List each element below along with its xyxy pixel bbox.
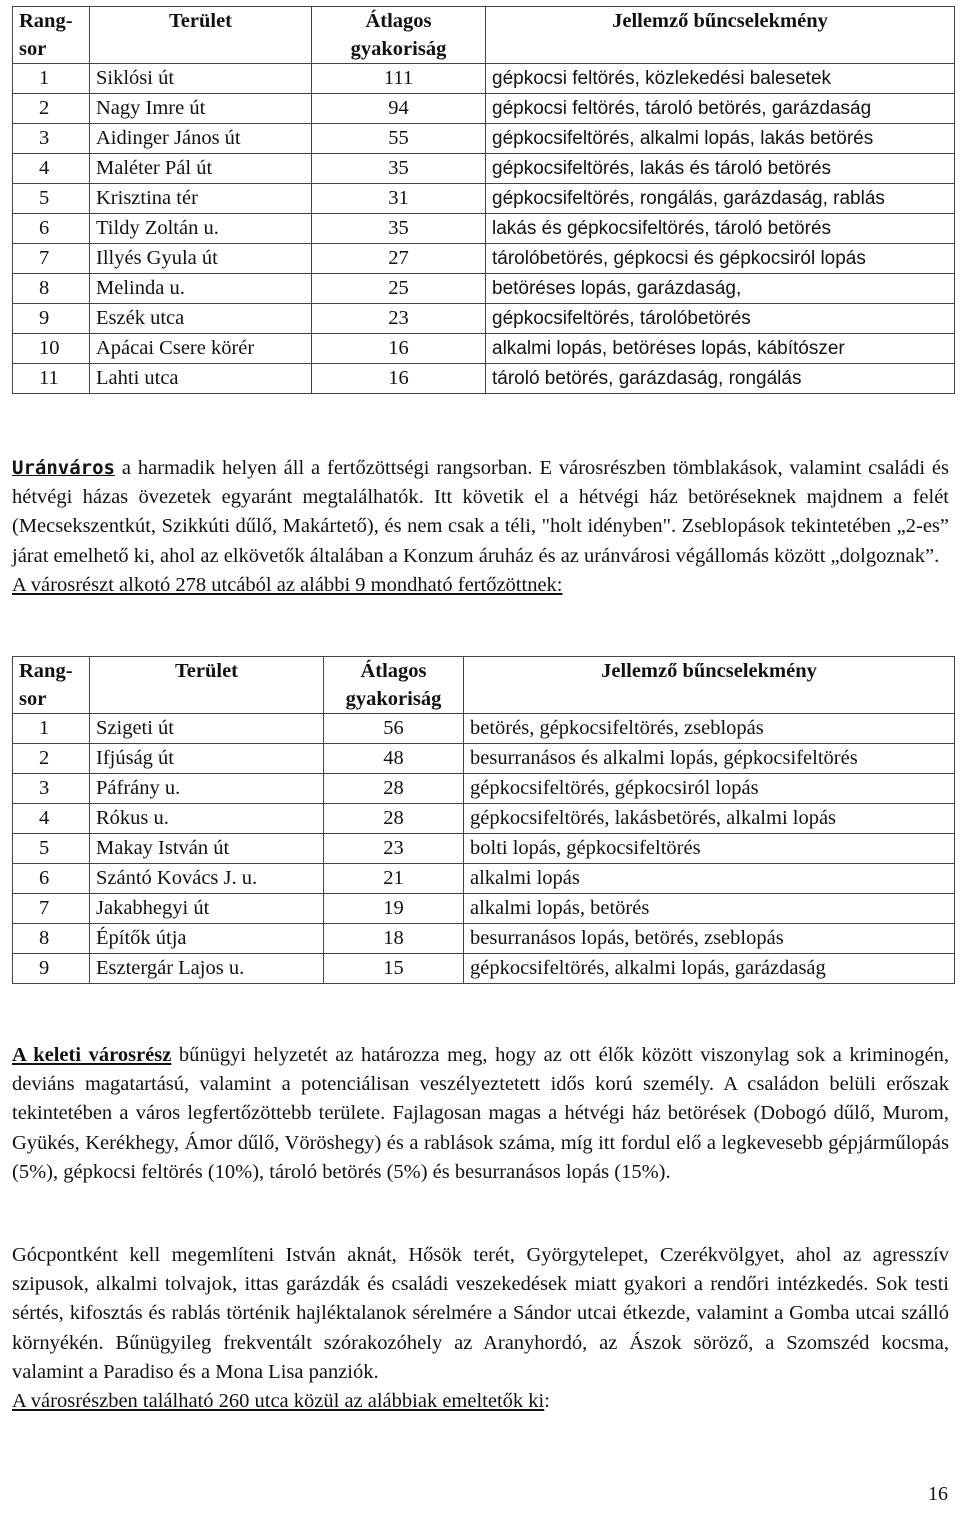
cell-freq: 111 — [312, 64, 486, 94]
cell-freq: 94 — [312, 94, 486, 124]
table-row — [13, 334, 955, 364]
cell-crime: betöréses lopás, garázdaság, — [486, 274, 955, 304]
cell-rank: 4 — [13, 154, 90, 184]
cell-area: Illyés Gyula út — [90, 244, 312, 274]
paragraph-body: a harmadik helyen áll a fertőzöttségi rangsorban. E városrészben tömblakások, valamint családi és hétvégi házas övezetek egyaránt megtalálhatók. Itt követik el a hétvégi ház betöréseknek majdnem a felét (Mecsekszentkút, Szikkúti dűlő, Makártető), és nem csak a téli, "holt idényben". Zseblopások tekintetében „2-es” járat emelhető ki, ahol az elkövetők általában a Konzum áruház és az uránvárosi végállomás között „dolgoznak”. — [12, 457, 949, 567]
cell-area: Építők útja — [90, 924, 324, 954]
table-row — [13, 244, 955, 274]
underlined-intro: A városrészben található 260 utca közül az alábbiak emeltetők ki — [12, 1390, 545, 1413]
crime-table-2 — [12, 656, 955, 984]
cell-rank: 7 — [13, 894, 90, 924]
cell-rank: 3 — [13, 124, 90, 154]
cell-freq: 35 — [312, 154, 486, 184]
header-crime: Jellemző bűncselekmény — [464, 657, 955, 714]
cell-crime: betörés, gépkocsifeltörés, zseblopás — [464, 714, 955, 744]
table-body — [13, 714, 955, 984]
table-row — [13, 834, 955, 864]
cell-crime: alkalmi lopás, betöréses lopás, kábítószer — [486, 334, 955, 364]
section-lead: A keleti városrész — [12, 1044, 172, 1066]
cell-crime: gépkocsifeltörés, gépkocsiról lopás — [464, 774, 955, 804]
cell-area: Maléter Pál út — [90, 154, 312, 184]
cell-rank: 4 — [13, 804, 90, 834]
table-row — [13, 894, 955, 924]
cell-rank: 6 — [13, 864, 90, 894]
cell-crime: gépkocsifeltörés, alkalmi lopás, lakás betörés — [486, 124, 955, 154]
cell-area: Ifjúság út — [90, 744, 324, 774]
paragraph-uranvaros — [12, 454, 949, 600]
cell-freq: 23 — [312, 304, 486, 334]
paragraph-body: bűnügyi helyzetét az határozza meg, hogy az ott élők között viszonylag sok a kriminogén, deviáns magatartású, valamint a potenciálisan veszélyeztetett idős korú személy. A családon belüli erőszak tekintetében a város legfertőzöttebb területe. Fajlagosan magas a hétvégi ház betörések (Dobogó dűlő, Murom, Gyükés, Kerékhegy, Ámor dűlő, Vöröshegy) és a rablások száma, míg itt fordul elő a legkevesebb gépjárműlopás (5%), gépkocsi feltörés (10%), tároló betörés (5%) és besurranásos lopás (15%). — [12, 1044, 949, 1183]
cell-area: Siklósi út — [90, 64, 312, 94]
cell-rank: 8 — [13, 924, 90, 954]
table-row — [13, 924, 955, 954]
table-row — [13, 774, 955, 804]
cell-crime: besurranásos és alkalmi lopás, gépkocsifeltörés — [464, 744, 955, 774]
cell-freq: 48 — [324, 744, 464, 774]
cell-freq: 16 — [312, 364, 486, 394]
underlined-intro: A városrészt alkotó 278 utcából az alábbi 9 mondható fertőzöttnek: — [12, 573, 563, 596]
table-row — [13, 124, 955, 154]
cell-rank: 10 — [13, 334, 90, 364]
page-number: 16 — [928, 1483, 948, 1505]
header-freq: Átlagos gyakoriság — [324, 657, 464, 714]
cell-crime: gépkocsifeltörés, rongálás, garázdaság, rablás — [486, 184, 955, 214]
table-row — [13, 954, 955, 984]
cell-freq: 21 — [324, 864, 464, 894]
table-row — [13, 64, 955, 94]
cell-crime: gépkocsi feltörés, tároló betörés, garázdaság — [486, 94, 955, 124]
paragraph-text — [12, 454, 949, 571]
cell-crime: lakás és gépkocsifeltörés, tároló betörés — [486, 214, 955, 244]
header-rank: Rang- sor — [13, 7, 90, 64]
cell-area: Jakabhegyi út — [90, 894, 324, 924]
cell-area: Makay István út — [90, 834, 324, 864]
cell-rank: 2 — [13, 94, 90, 124]
table-row — [13, 184, 955, 214]
cell-area: Melinda u. — [90, 274, 312, 304]
cell-area: Páfrány u. — [90, 774, 324, 804]
cell-area: Apácai Csere körér — [90, 334, 312, 364]
cell-freq: 15 — [324, 954, 464, 984]
cell-freq: 28 — [324, 804, 464, 834]
intro-colon: : — [544, 1390, 550, 1413]
cell-area: Lahti utca — [90, 364, 312, 394]
cell-crime: tárolóbetörés, gépkocsi és gépkocsiról lopás — [486, 244, 955, 274]
cell-freq: 35 — [312, 214, 486, 244]
cell-area: Eszék utca — [90, 304, 312, 334]
header-area: Terület — [90, 7, 312, 64]
table-row — [13, 364, 955, 394]
cell-rank: 1 — [13, 64, 90, 94]
paragraph-gocpontok — [12, 1241, 949, 1416]
cell-freq: 16 — [312, 334, 486, 364]
crime-table-1 — [12, 6, 955, 394]
table-row — [13, 304, 955, 334]
cell-rank: 3 — [13, 774, 90, 804]
table-row — [13, 804, 955, 834]
cell-crime: gépkocsifeltörés, lakásbetörés, alkalmi lopás — [464, 804, 955, 834]
cell-freq: 28 — [324, 774, 464, 804]
cell-area: Szigeti út — [90, 714, 324, 744]
table-row — [13, 154, 955, 184]
cell-rank: 8 — [13, 274, 90, 304]
cell-crime: gépkocsifeltörés, lakás és tároló betörés — [486, 154, 955, 184]
cell-freq: 27 — [312, 244, 486, 274]
header-freq: Átlagos gyakoriság — [312, 7, 486, 64]
table-row — [13, 274, 955, 304]
table-row — [13, 94, 955, 124]
paragraph-text — [12, 1041, 949, 1187]
cell-area: Nagy Imre út — [90, 94, 312, 124]
cell-rank: 5 — [13, 184, 90, 214]
cell-crime: tároló betörés, garázdaság, rongálás — [486, 364, 955, 394]
cell-rank: 11 — [13, 364, 90, 394]
table-header-row — [13, 657, 955, 714]
cell-freq: 56 — [324, 714, 464, 744]
cell-crime: alkalmi lopás, betörés — [464, 894, 955, 924]
cell-crime: besurranásos lopás, betörés, zseblopás — [464, 924, 955, 954]
cell-freq: 25 — [312, 274, 486, 304]
header-crime: Jellemző bűncselekmény — [486, 7, 955, 64]
paragraph-body: Gócpontként kell megemlíteni István aknát, Hősök terét, Györgytelepet, Czerékvölgyet, ahol az agresszív szipusok, alkalmi tolvajok, ittas garázdák és családi veszekedések miatt gyakori a rendőri intézkedés. Sok testi sértés, kifosztás és rablás történik hajléktalanok sérelmére a Sándor utcai étkezde, valamint a Gomba utcai szálló környékén. Bűnügyileg frekventált szórakozóhely az Aranyhordó, az Ászok söröző, a Szomszéd kocsma, valamint a Paradiso és a Mona Lisa panziók. — [12, 1244, 949, 1383]
cell-crime: bolti lopás, gépkocsifeltörés — [464, 834, 955, 864]
cell-crime: gépkocsifeltörés, alkalmi lopás, garázdaság — [464, 954, 955, 984]
cell-area: Rókus u. — [90, 804, 324, 834]
cell-rank: 5 — [13, 834, 90, 864]
underlined-intro-line — [12, 1387, 949, 1416]
header-rank: Rang- sor — [13, 657, 90, 714]
cell-area: Szántó Kovács J. u. — [90, 864, 324, 894]
cell-freq: 18 — [324, 924, 464, 954]
section-lead: Uránváros — [12, 457, 115, 479]
cell-crime: gépkocsi feltörés, közlekedési balesetek — [486, 64, 955, 94]
table-row — [13, 214, 955, 244]
table-row — [13, 744, 955, 774]
cell-rank: 9 — [13, 304, 90, 334]
cell-freq: 31 — [312, 184, 486, 214]
cell-crime: gépkocsifeltörés, tárolóbetörés — [486, 304, 955, 334]
paragraph-keleti — [12, 1041, 949, 1187]
cell-rank: 9 — [13, 954, 90, 984]
cell-crime: alkalmi lopás — [464, 864, 955, 894]
table-row — [13, 864, 955, 894]
cell-rank: 7 — [13, 244, 90, 274]
cell-area: Aidinger János út — [90, 124, 312, 154]
cell-rank: 2 — [13, 744, 90, 774]
header-area: Terület — [90, 657, 324, 714]
cell-area: Tildy Zoltán u. — [90, 214, 312, 244]
cell-rank: 6 — [13, 214, 90, 244]
table-header-row — [13, 7, 955, 64]
cell-area: Esztergár Lajos u. — [90, 954, 324, 984]
cell-freq: 55 — [312, 124, 486, 154]
cell-freq: 23 — [324, 834, 464, 864]
cell-rank: 1 — [13, 714, 90, 744]
table-row — [13, 714, 955, 744]
cell-freq: 19 — [324, 894, 464, 924]
cell-area: Krisztina tér — [90, 184, 312, 214]
table-body — [13, 64, 955, 394]
